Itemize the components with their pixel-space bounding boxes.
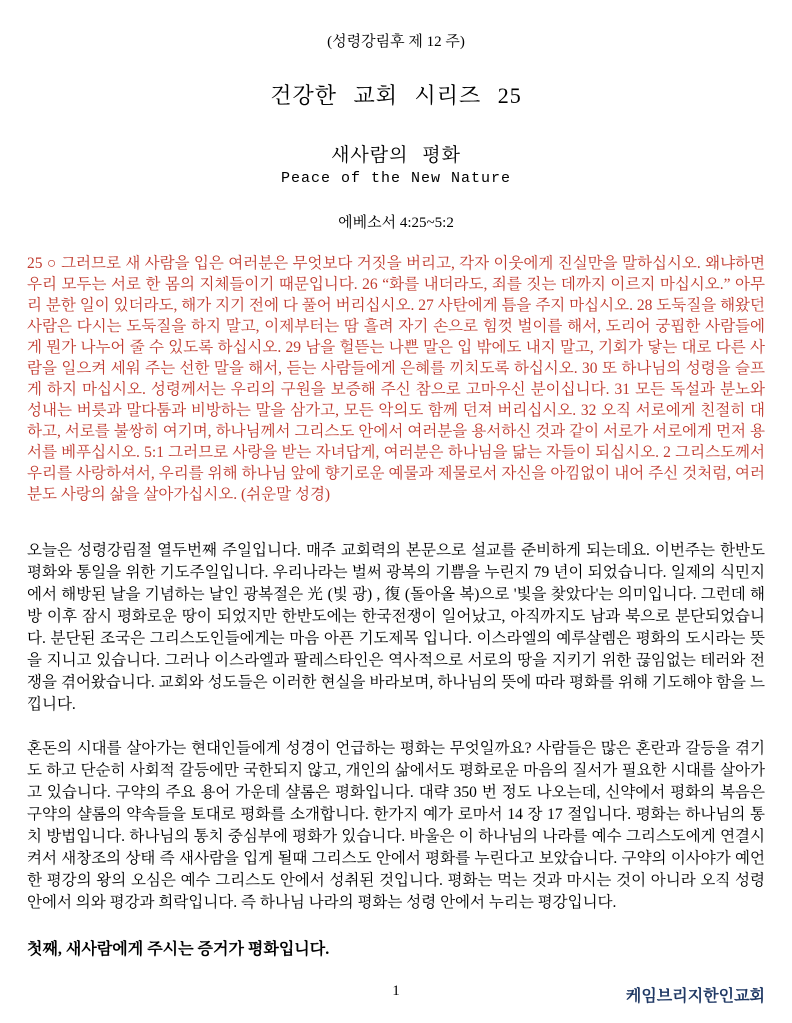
sermon-paragraph-1: 오늘은 성령강림절 열두번째 주일입니다. 매주 교회력의 본문으로 설교를 준비하게 되는데요. 이번주는 한반도 평화와 통일을 위한 기도주일입니다. 우리나라는 벌써 광복의 기쁨을 누린지 79 년이 되었습니다. 일제의 식민지에서 해방된 날을 기념하는 날인 광복절은 光 (빛 광) , 復 (돌아올 복)으로 '빛을 찾았다'는 의미입니다. 그런데 해방 이후 잠시 평화로운 땅이 되었지만 한반도에는 한국전쟁이 일어났고, 아직까지도 남과 북으로 분단되었습니다. 분단된 조국은 그리스도인들에게는 마음 아픈 기도제목 입니다. 이스라엘의 예루살렘은 평화의 도시라는 뜻을 지니고 있습니다. 그러나 이스라엘과 팔레스타인은 역사적으로 서로의 땅을 지키기 위한 끊임없는 테러와 전쟁을 겪어왔습니다. 교회와 성도들은 이러한 현실을 바라보며, 하나님의 뜻에 따라 평화를 위해 기도해야 함을 느낍니다. [27,542,765,713]
page-footer [27,983,765,1005]
scripture-reference: 에베소서 4:25~5:2 [338,215,454,231]
church-name: 케임브리지한인교회 [625,988,765,1005]
series-title: 건강한 교회 시리즈 25 [270,83,522,108]
liturgical-calendar-note: (성령강림후 제 12 주) [327,34,465,50]
sermon-point-heading: 첫째, 새사람에게 주시는 증거가 평화입니다. [27,941,330,958]
sermon-title-korean: 새사람의 평화 [331,145,461,166]
scripture-passage-text: 25 ○ 그러므로 새 사람을 입은 여러분은 무엇보다 거짓을 버리고, 각자 이웃에게 진실만을 말하십시오. 왜냐하면 우리 모두는 서로 한 몸의 지체들이기 때문입니다. 26 “화를 내더라도, 죄를 짓는 데까지 이르지 마십시오.” 아무리 분한 일이 있더라도, 해가 지기 전에 다 풀어 버리십시오. 27 사탄에게 틈을 주지 마십시오. 28 도둑질을 해왔던 사람은 다시는 도둑질을 하지 말고, 이제부터는 땀 흘려 자기 손으로 힘껏 벌이를 해서, 도리어 궁핍한 사람들에게 뭔가 나누어 줄 수 있도록 하십시오. 29 남을 헐뜯는 나쁜 말은 입 밖에도 내지 말고, 기회가 닿는 대로 다른 사람을 일으켜 세워 주는 선한 말을 해서, 듣는 사람들에게 은혜를 끼치도록 하십시오. 30 또 하나님의 성령을 슬프게 하지 마십시오. 성령께서는 우리의 구원을 보증해 주신 참으로 고마우신 분이십니다. 31 모든 독설과 분노와 성내는 버릇과 말다툼과 비방하는 말을 삼가고, 모든 악의도 함께 던져 버리십시오. 32 오직 서로에게 친절히 대하고, 서로를 불쌍히 여기며, 하나님께서 그리스도 안에서 여러분을 용서하신 것과 같이 서로가 서로에게 먼저 용서를 베푸십시오. 5:1 그러므로 사랑을 받는 자녀답게, 여러분은 하나님을 닮는 자들이 되십시오. 2 그리스도께서 우리를 사랑하셔서, 우리를 위해 하나님 앞에 향기로운 예물과 제물로서 자신을 아낌없이 내어 주신 것처럼, 여러분도 사랑의 삶을 살아가십시오. (쉬운말 성경) [27,255,765,503]
sermon-title-english: Peace of the New Nature [280,170,512,187]
sermon-paragraph-2: 혼돈의 시대를 살아가는 현대인들에게 성경이 언급하는 평화는 무엇일까요? 사람들은 많은 혼란과 갈등을 겪기도 하고 단순히 사회적 갈등에만 국한되지 않고, 개인의 삶에서도 평화로운 마음의 질서가 필요한 시대를 살아가고 있습니다. 구약의 주요 용어 가운데 샬롬은 평화입니다. 대략 350 번 정도 나오는데, 신약에서 평화의 복음은 구약의 샬롬의 약속들을 토대로 평화를 소개합니다. 한가지 예가 로마서 14 장 17 절입니다. 평화는 하나님의 통치 방법입니다. 하나님의 통치 중심부에 평화가 있습니다. 바울은 이 하나님의 나라를 예수 그리스도에게 연결시켜서 새창조의 상태 즉 새사람을 입게 될때 그리스도 안에서 평화를 누린다고 보았습니다. 구약의 이사야가 예언한 평강의 왕의 오심은 예수 그리스도 안에서 성취된 것입니다. 평화는 먹는 것과 마시는 것이 아니라 오직 성령 안에서 의와 평강과 희락입니다. 즉 하나님 나라의 평화는 성령 안에서 누리는 평강입니다. [27,740,765,911]
page-number: 1 [392,983,400,999]
